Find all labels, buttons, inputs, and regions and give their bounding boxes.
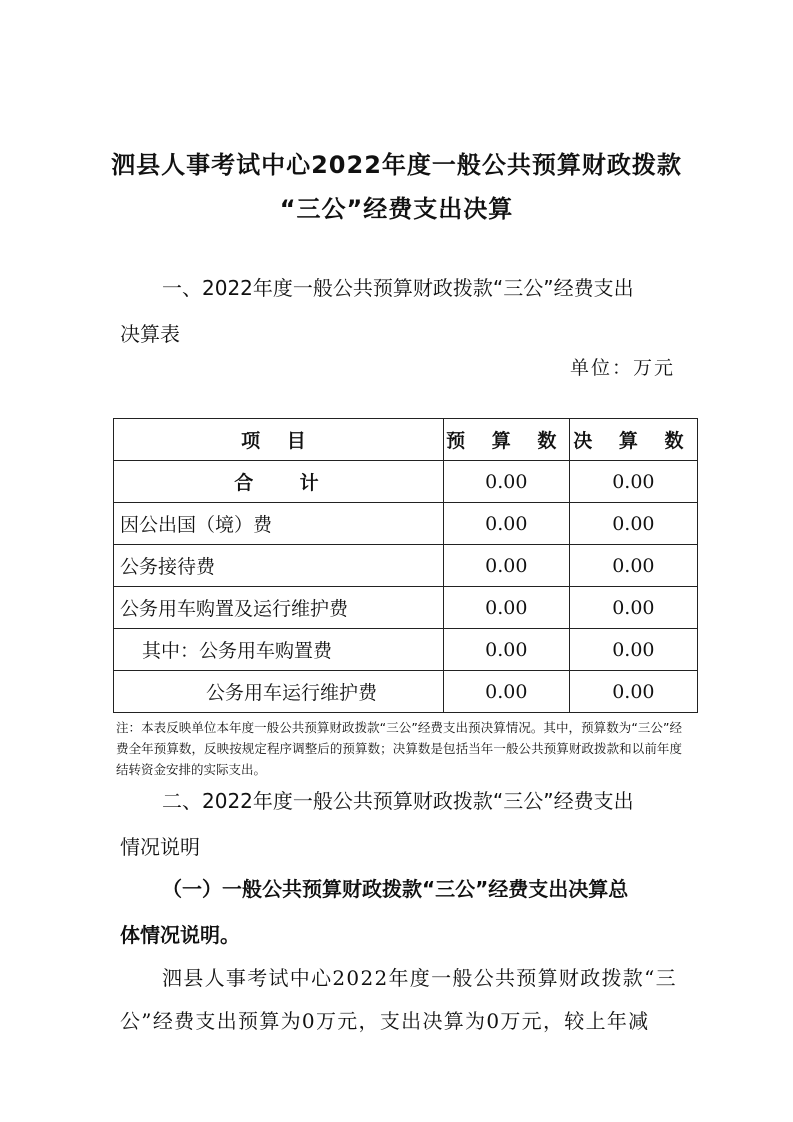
row-budget: 0.00 — [443, 503, 569, 545]
row-item: 公务接待费 — [114, 545, 444, 587]
table-note: 注：本表反映单位本年度一般公共预算财政拨款“三公”经费支出预决算情况。其中，预算数为“三公”经费全年预算数，反映按规定程序调整后的预算数；决算数是包括当年一般公共预算财政拨款和以前年度结转资金安排的实际支出。 — [116, 720, 682, 777]
unit-label: 单位：万元 — [569, 357, 675, 379]
header-item: 项 目 — [114, 419, 444, 461]
subsection1-heading-line1: （一）一般公共预算财政拨款“三公”经费支出决算总 — [162, 877, 629, 901]
row-actual: 0.00 — [569, 503, 697, 545]
row-item: 公务用车购置及运行维护费 — [114, 587, 444, 629]
row-item: 其中：公务用车购置费 — [114, 629, 444, 671]
table-row — [114, 629, 698, 671]
row-item: 公务用车运行维护费 — [114, 671, 444, 713]
sangong-table — [113, 418, 698, 713]
subsection1-heading-line2: 体情况说明。 — [120, 923, 240, 947]
row-actual: 0.00 — [569, 629, 697, 671]
section1-heading-line1: 一、2022年度一般公共预算财政拨款“三公”经费支出 — [162, 276, 634, 300]
table-row — [114, 461, 698, 503]
table-header-row — [114, 419, 698, 461]
section2-heading-line2: 情况说明 — [120, 835, 200, 859]
table-row — [114, 503, 698, 545]
section2-heading-line1: 二、2022年度一般公共预算财政拨款“三公”经费支出 — [162, 789, 634, 813]
row-budget: 0.00 — [443, 545, 569, 587]
body-paragraph-line1: 泗县人事考试中心2022年度一般公共预算财政拨款“三 — [162, 966, 677, 990]
table-row — [114, 671, 698, 713]
row-actual: 0.00 — [569, 545, 697, 587]
row-budget: 0.00 — [443, 629, 569, 671]
row-budget: 0.00 — [443, 461, 569, 503]
document-title-line2: “三公”经费支出决算 — [279, 195, 514, 223]
row-budget: 0.00 — [443, 671, 569, 713]
table-row — [114, 587, 698, 629]
row-item-total: 合 计 — [114, 461, 444, 503]
header-actual: 决 算 数 — [569, 419, 697, 461]
body-paragraph-line2: 公”经费支出预算为0万元，支出决算为0万元，较上年减 — [120, 1009, 650, 1033]
document-title-line1: 泗县人事考试中心2022年度一般公共预算财政拨款 — [111, 151, 682, 179]
row-actual: 0.00 — [569, 461, 697, 503]
row-actual: 0.00 — [569, 671, 697, 713]
row-budget: 0.00 — [443, 587, 569, 629]
row-actual: 0.00 — [569, 587, 697, 629]
table-row — [114, 545, 698, 587]
header-budget: 预 算 数 — [443, 419, 569, 461]
section1-heading-line2: 决算表 — [120, 322, 180, 346]
row-item: 因公出国（境）费 — [114, 503, 444, 545]
